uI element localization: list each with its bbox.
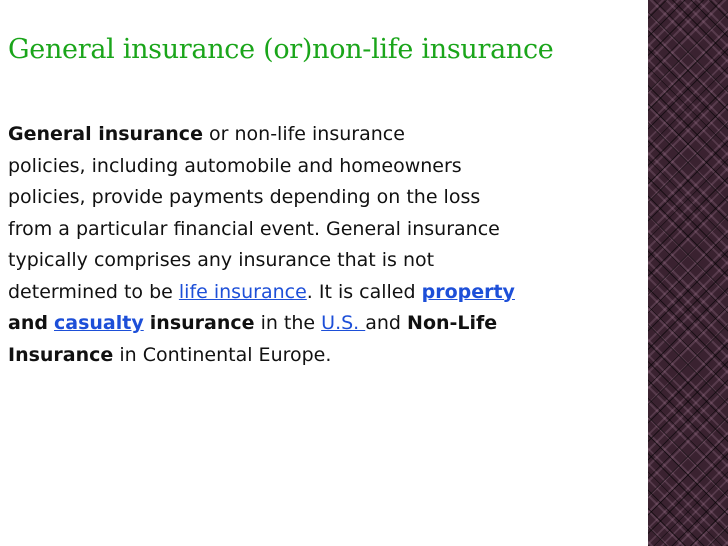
link-property[interactable]: property	[421, 280, 515, 303]
slide-title: General insurance (or)non-life insurance	[8, 34, 554, 65]
text-segment: determined to be	[8, 280, 179, 303]
link-us[interactable]: U.S.	[321, 312, 366, 334]
body-paragraph	[8, 119, 698, 371]
term-non-life: Non-Life	[407, 312, 498, 334]
line-3	[8, 182, 698, 214]
line-4	[8, 214, 698, 246]
line-7	[8, 308, 698, 340]
line-2	[8, 151, 698, 183]
text-segment: policies, provide payments depending on the loss	[8, 186, 481, 208]
term-and: and	[8, 312, 48, 334]
text-segment: and	[365, 312, 408, 334]
link-life-insurance[interactable]: life insurance	[178, 280, 307, 303]
text-segment: from a particular financial event. General insurance	[8, 217, 500, 240]
line-1	[8, 119, 698, 151]
term-general-insurance: General insurance	[8, 123, 203, 145]
text-segment: typically comprises any insurance that is not	[8, 249, 435, 271]
text-segment: in the	[254, 312, 322, 334]
term-insurance-2: Insurance	[8, 343, 114, 366]
term-insurance: insurance	[149, 312, 255, 334]
text-segment: in Continental Europe.	[113, 343, 332, 366]
line-8	[8, 340, 698, 372]
link-casualty[interactable]: casualty	[54, 312, 144, 334]
line-6	[8, 277, 698, 309]
line-5	[8, 245, 698, 277]
text-segment: policies, including automobile and homeowners	[8, 154, 462, 177]
text-segment: . It is called	[306, 280, 422, 303]
text-segment: or non-life insurance	[202, 123, 405, 145]
